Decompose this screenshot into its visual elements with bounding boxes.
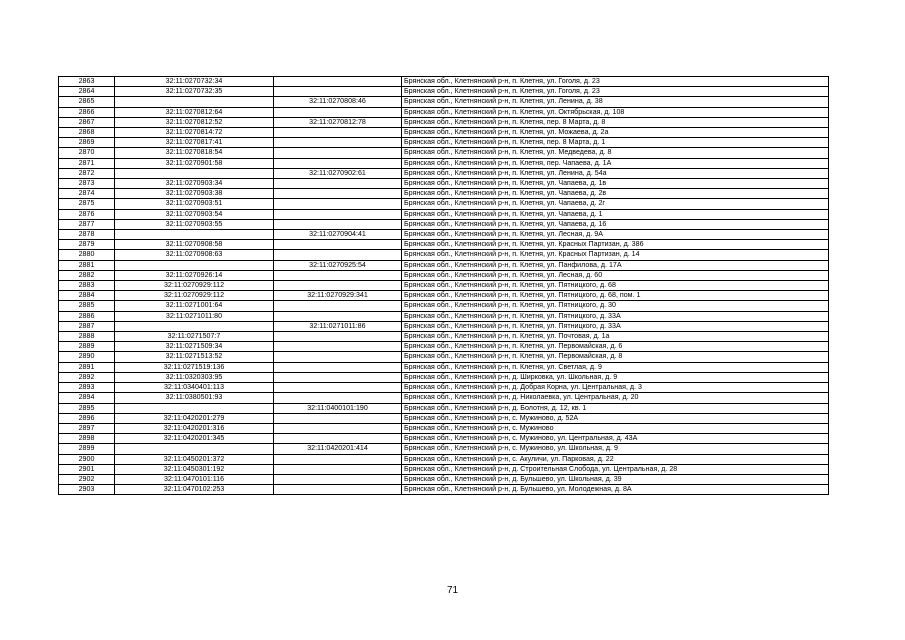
address-cell: Брянская обл., Клетнянский р-н, п. Клетня, ул. Светлая, д. 9 (402, 362, 829, 372)
address-cell: Брянская обл., Клетнянский р-н, п. Клетня, ул. Красных Партизан, д. 14 (402, 250, 829, 260)
row-number-cell: 2878 (59, 230, 115, 240)
building-cadastral-number-cell (274, 281, 402, 291)
building-cadastral-number-cell (274, 240, 402, 250)
row-number-cell: 2897 (59, 423, 115, 433)
table-row (59, 301, 829, 311)
building-cadastral-number-cell (274, 138, 402, 148)
address-cell: Брянская обл., Клетнянский р-н, п. Клетня, ул. Пятницкого, д. 68, пом. 1 (402, 291, 829, 301)
row-number-cell: 2882 (59, 270, 115, 280)
cadastral-number-cell: 32:11:0270908:58 (115, 240, 274, 250)
building-cadastral-number-cell (274, 362, 402, 372)
cadastral-number-cell: 32:11:0340401:113 (115, 383, 274, 393)
table-row (59, 158, 829, 168)
row-number-cell: 2898 (59, 434, 115, 444)
page-number: 71 (446, 585, 459, 596)
row-number-cell: 2883 (59, 281, 115, 291)
address-cell: Брянская обл., Клетнянский р-н, п. Клетня, ул. Первомайская, д. 8 (402, 352, 829, 362)
row-number-cell: 2895 (59, 403, 115, 413)
table-row (59, 87, 829, 97)
address-cell: Брянская обл., Клетнянский р-н, д. Добрая Корна, ул. Центральная, д. 3 (402, 383, 829, 393)
address-cell: Брянская обл., Клетнянский р-н, п. Клетня, ул. Чапаева, д. 16 (402, 219, 829, 229)
row-number-cell: 2876 (59, 209, 115, 219)
cadastral-number-cell (115, 403, 274, 413)
table-row (59, 474, 829, 484)
cadastral-number-cell: 32:11:0271011:80 (115, 311, 274, 321)
table-row (59, 454, 829, 464)
table-row (59, 179, 829, 189)
table-row (59, 434, 829, 444)
table-row (59, 342, 829, 352)
building-cadastral-number-cell: 32:11:0420201:414 (274, 444, 402, 454)
cadastral-number-cell (115, 444, 274, 454)
table-row (59, 219, 829, 229)
row-number-cell: 2866 (59, 107, 115, 117)
table-row (59, 128, 829, 138)
table-row (59, 250, 829, 260)
address-cell: Брянская обл., Клетнянский р-н, п. Клетня, ул. Лесная, д. 9А (402, 230, 829, 240)
table-row (59, 413, 829, 423)
building-cadastral-number-cell (274, 434, 402, 444)
table-row (59, 209, 829, 219)
cadastral-number-cell (115, 168, 274, 178)
row-number-cell: 2885 (59, 301, 115, 311)
address-cell: Брянская обл., Клетнянский р-н, п. Клетня, пер. Чапаева, д. 1А (402, 158, 829, 168)
building-cadastral-number-cell (274, 158, 402, 168)
building-cadastral-number-cell (274, 311, 402, 321)
row-number-cell: 2877 (59, 219, 115, 229)
building-cadastral-number-cell (274, 485, 402, 495)
table-row (59, 332, 829, 342)
row-number-cell: 2873 (59, 179, 115, 189)
table-row (59, 77, 829, 87)
cadastral-number-cell: 32:11:0270812:64 (115, 107, 274, 117)
address-cell: Брянская обл., Клетнянский р-н, д. Болотня, д. 12, кв. 1 (402, 403, 829, 413)
cadastral-number-cell: 32:11:0270732:35 (115, 87, 274, 97)
cadastral-number-cell (115, 260, 274, 270)
table-row (59, 464, 829, 474)
records-table (58, 76, 829, 495)
building-cadastral-number-cell (274, 413, 402, 423)
table-row (59, 199, 829, 209)
cadastral-number-cell: 32:11:0270814:72 (115, 128, 274, 138)
row-number-cell: 2894 (59, 393, 115, 403)
address-cell: Брянская обл., Клетнянский р-н, п. Клетня, пер. 8 Марта, д. 8 (402, 117, 829, 127)
row-number-cell: 2874 (59, 189, 115, 199)
building-cadastral-number-cell (274, 87, 402, 97)
building-cadastral-number-cell (274, 209, 402, 219)
address-cell: Брянская обл., Клетнянский р-н, п. Клетня, ул. Пятницкого, д. 68 (402, 281, 829, 291)
address-cell: Брянская обл., Клетнянский р-н, д. Бульшево, ул. Молодежная, д. 8А (402, 485, 829, 495)
row-number-cell: 2867 (59, 117, 115, 127)
address-cell: Брянская обл., Клетнянский р-н, п. Клетня, ул. Пятницкого, д. 30 (402, 301, 829, 311)
cadastral-number-cell: 32:11:0270817:41 (115, 138, 274, 148)
cadastral-number-cell: 32:11:0420201:279 (115, 413, 274, 423)
cadastral-number-cell: 32:11:0270929:112 (115, 281, 274, 291)
row-number-cell: 2865 (59, 97, 115, 107)
address-cell: Брянская обл., Клетнянский р-н, д. Строительная Слобода, ул. Центральная, д. 28 (402, 464, 829, 474)
building-cadastral-number-cell: 32:11:0270808:46 (274, 97, 402, 107)
building-cadastral-number-cell (274, 342, 402, 352)
building-cadastral-number-cell: 32:11:0270925:54 (274, 260, 402, 270)
table-row (59, 362, 829, 372)
table-row (59, 423, 829, 433)
row-number-cell: 2870 (59, 148, 115, 158)
building-cadastral-number-cell: 32:11:0271011:86 (274, 321, 402, 331)
row-number-cell: 2869 (59, 138, 115, 148)
row-number-cell: 2880 (59, 250, 115, 260)
building-cadastral-number-cell (274, 219, 402, 229)
cadastral-number-cell: 32:11:0270908:63 (115, 250, 274, 260)
building-cadastral-number-cell (274, 383, 402, 393)
cadastral-number-cell: 32:11:0271507:7 (115, 332, 274, 342)
address-cell: Брянская обл., Клетнянский р-н, п. Клетня, ул. Пятницкого, д. 33А (402, 311, 829, 321)
building-cadastral-number-cell (274, 128, 402, 138)
cadastral-number-cell: 32:11:0450201:372 (115, 454, 274, 464)
row-number-cell: 2888 (59, 332, 115, 342)
table-row (59, 444, 829, 454)
cadastral-number-cell: 32:11:0270903:38 (115, 189, 274, 199)
table-row (59, 352, 829, 362)
row-number-cell: 2875 (59, 199, 115, 209)
cadastral-number-cell: 32:11:0270926:14 (115, 270, 274, 280)
address-cell: Брянская обл., Клетнянский р-н, п. Клетня, ул. Пятницкого, д. 33А (402, 321, 829, 331)
row-number-cell: 2896 (59, 413, 115, 423)
building-cadastral-number-cell (274, 301, 402, 311)
address-cell: Брянская обл., Клетнянский р-н, п. Клетня, ул. Лесная, д. 60 (402, 270, 829, 280)
building-cadastral-number-cell: 32:11:0400101:190 (274, 403, 402, 413)
address-cell: Брянская обл., Клетнянский р-н, п. Клетня, ул. Чапаева, д. 2г (402, 199, 829, 209)
address-cell: Брянская обл., Клетнянский р-н, д. Бульшево, ул. Школьная, д. 39 (402, 474, 829, 484)
cadastral-number-cell: 32:11:0470102:253 (115, 485, 274, 495)
cadastral-number-cell: 32:11:0450301:192 (115, 464, 274, 474)
row-number-cell: 2890 (59, 352, 115, 362)
address-cell: Брянская обл., Клетнянский р-н, п. Клетня, ул. Медведева, д. 8 (402, 148, 829, 158)
table-row (59, 393, 829, 403)
cadastral-number-cell: 32:11:0270818:54 (115, 148, 274, 158)
row-number-cell: 2863 (59, 77, 115, 87)
address-cell: Брянская обл., Клетнянский р-н, п. Клетня, ул. Красных Партизан, д. 386 (402, 240, 829, 250)
address-cell: Брянская обл., Клетнянский р-н, п. Клетня, ул. Ленина, д. 38 (402, 97, 829, 107)
cadastral-number-cell: 32:11:0270929:112 (115, 291, 274, 301)
address-cell: Брянская обл., Клетнянский р-н, п. Клетня, ул. Ленина, д. 54а (402, 168, 829, 178)
row-number-cell: 2864 (59, 87, 115, 97)
cadastral-number-cell: 32:11:0470101:116 (115, 474, 274, 484)
building-cadastral-number-cell (274, 332, 402, 342)
address-cell: Брянская обл., Клетнянский р-н, п. Клетня, ул. Чапаева, д. 1в (402, 179, 829, 189)
address-cell: Брянская обл., Клетнянский р-н, п. Клетня, ул. Гоголя, д. 23 (402, 77, 829, 87)
address-cell: Брянская обл., Клетнянский р-н, д. Николаевка, ул. Центральная, д. 20 (402, 393, 829, 403)
cadastral-number-cell (115, 321, 274, 331)
cadastral-number-cell: 32:11:0270901:58 (115, 158, 274, 168)
cadastral-number-cell: 32:11:0270903:34 (115, 179, 274, 189)
building-cadastral-number-cell: 32:11:0270904:41 (274, 230, 402, 240)
cadastral-number-cell: 32:11:0420201:345 (115, 434, 274, 444)
cadastral-number-cell: 32:11:0271001:64 (115, 301, 274, 311)
table-row (59, 138, 829, 148)
address-cell: Брянская обл., Клетнянский р-н, с. Акуличи, ул. Парковая, д. 22 (402, 454, 829, 464)
row-number-cell: 2887 (59, 321, 115, 331)
table-row (59, 372, 829, 382)
cadastral-number-cell: 32:11:0270903:54 (115, 209, 274, 219)
address-cell: Брянская обл., Клетнянский р-н, п. Клетня, ул. Первомайская, д. 6 (402, 342, 829, 352)
building-cadastral-number-cell: 32:11:0270902:61 (274, 168, 402, 178)
building-cadastral-number-cell (274, 250, 402, 260)
row-number-cell: 2892 (59, 372, 115, 382)
table-row (59, 281, 829, 291)
address-cell: Брянская обл., Клетнянский р-н, п. Клетня, ул. Октябрьская, д. 108 (402, 107, 829, 117)
building-cadastral-number-cell (274, 189, 402, 199)
cadastral-number-cell: 32:11:0270732:34 (115, 77, 274, 87)
address-cell: Брянская обл., Клетнянский р-н, п. Клетня, пер. 8 Марта, д. 1 (402, 138, 829, 148)
table-row (59, 107, 829, 117)
building-cadastral-number-cell (274, 454, 402, 464)
table-row (59, 230, 829, 240)
table-row (59, 240, 829, 250)
table-row (59, 117, 829, 127)
building-cadastral-number-cell (274, 474, 402, 484)
row-number-cell: 2899 (59, 444, 115, 454)
row-number-cell: 2902 (59, 474, 115, 484)
row-number-cell: 2884 (59, 291, 115, 301)
table-row (59, 403, 829, 413)
building-cadastral-number-cell (274, 423, 402, 433)
cadastral-number-cell (115, 97, 274, 107)
cadastral-number-cell: 32:11:0271519:136 (115, 362, 274, 372)
building-cadastral-number-cell (274, 148, 402, 158)
table-row (59, 260, 829, 270)
building-cadastral-number-cell (274, 199, 402, 209)
row-number-cell: 2881 (59, 260, 115, 270)
row-number-cell: 2901 (59, 464, 115, 474)
building-cadastral-number-cell (274, 352, 402, 362)
table-row (59, 148, 829, 158)
cadastral-number-cell: 32:11:0420201:316 (115, 423, 274, 433)
building-cadastral-number-cell (274, 107, 402, 117)
table-row (59, 168, 829, 178)
building-cadastral-number-cell (274, 77, 402, 87)
table-row (59, 189, 829, 199)
table-row (59, 383, 829, 393)
row-number-cell: 2886 (59, 311, 115, 321)
row-number-cell: 2903 (59, 485, 115, 495)
cadastral-number-cell: 32:11:0320303:95 (115, 372, 274, 382)
address-cell: Брянская обл., Клетнянский р-н, п. Клетня, ул. Можаева, д. 2а (402, 128, 829, 138)
cadastral-number-cell: 32:11:0380501:93 (115, 393, 274, 403)
building-cadastral-number-cell (274, 464, 402, 474)
row-number-cell: 2889 (59, 342, 115, 352)
row-number-cell: 2900 (59, 454, 115, 464)
table-row (59, 321, 829, 331)
row-number-cell: 2871 (59, 158, 115, 168)
row-number-cell: 2868 (59, 128, 115, 138)
address-cell: Брянская обл., Клетнянский р-н, с. Мужиново (402, 423, 829, 433)
row-number-cell: 2891 (59, 362, 115, 372)
address-cell: Брянская обл., Клетнянский р-н, п. Клетня, ул. Панфилова, д. 17А (402, 260, 829, 270)
building-cadastral-number-cell (274, 179, 402, 189)
address-cell: Брянская обл., Клетнянский р-н, п. Клетня, ул. Гоголя, д. 23 (402, 87, 829, 97)
address-cell: Брянская обл., Клетнянский р-н, с. Мужиново, ул. Школьная, д. 9 (402, 444, 829, 454)
cadastral-number-cell: 32:11:0270903:51 (115, 199, 274, 209)
cadastral-number-cell: 32:11:0271509:34 (115, 342, 274, 352)
records-table-body (59, 77, 829, 495)
row-number-cell: 2872 (59, 168, 115, 178)
building-cadastral-number-cell: 32:11:0270929:341 (274, 291, 402, 301)
building-cadastral-number-cell (274, 393, 402, 403)
table-row (59, 291, 829, 301)
address-cell: Брянская обл., Клетнянский р-н, с. Мужиново, д. 52А (402, 413, 829, 423)
building-cadastral-number-cell (274, 372, 402, 382)
table-row (59, 270, 829, 280)
address-cell: Брянская обл., Клетнянский р-н, п. Клетня, ул. Почтовая, д. 1а (402, 332, 829, 342)
building-cadastral-number-cell: 32:11:0270812:78 (274, 117, 402, 127)
table-row (59, 485, 829, 495)
cadastral-number-cell (115, 230, 274, 240)
cadastral-number-cell: 32:11:0270903:55 (115, 219, 274, 229)
row-number-cell: 2879 (59, 240, 115, 250)
address-cell: Брянская обл., Клетнянский р-н, п. Клетня, ул. Чапаева, д. 1 (402, 209, 829, 219)
building-cadastral-number-cell (274, 270, 402, 280)
table-row (59, 311, 829, 321)
address-cell: Брянская обл., Клетнянский р-н, д. Ширковка, ул. Школьная, д. 9 (402, 372, 829, 382)
cadastral-number-cell: 32:11:0270812:52 (115, 117, 274, 127)
address-cell: Брянская обл., Клетнянский р-н, с. Мужиново, ул. Центральная, д. 43А (402, 434, 829, 444)
row-number-cell: 2893 (59, 383, 115, 393)
address-cell: Брянская обл., Клетнянский р-н, п. Клетня, ул. Чапаева, д. 2в (402, 189, 829, 199)
cadastral-number-cell: 32:11:0271513:52 (115, 352, 274, 362)
table-row (59, 97, 829, 107)
